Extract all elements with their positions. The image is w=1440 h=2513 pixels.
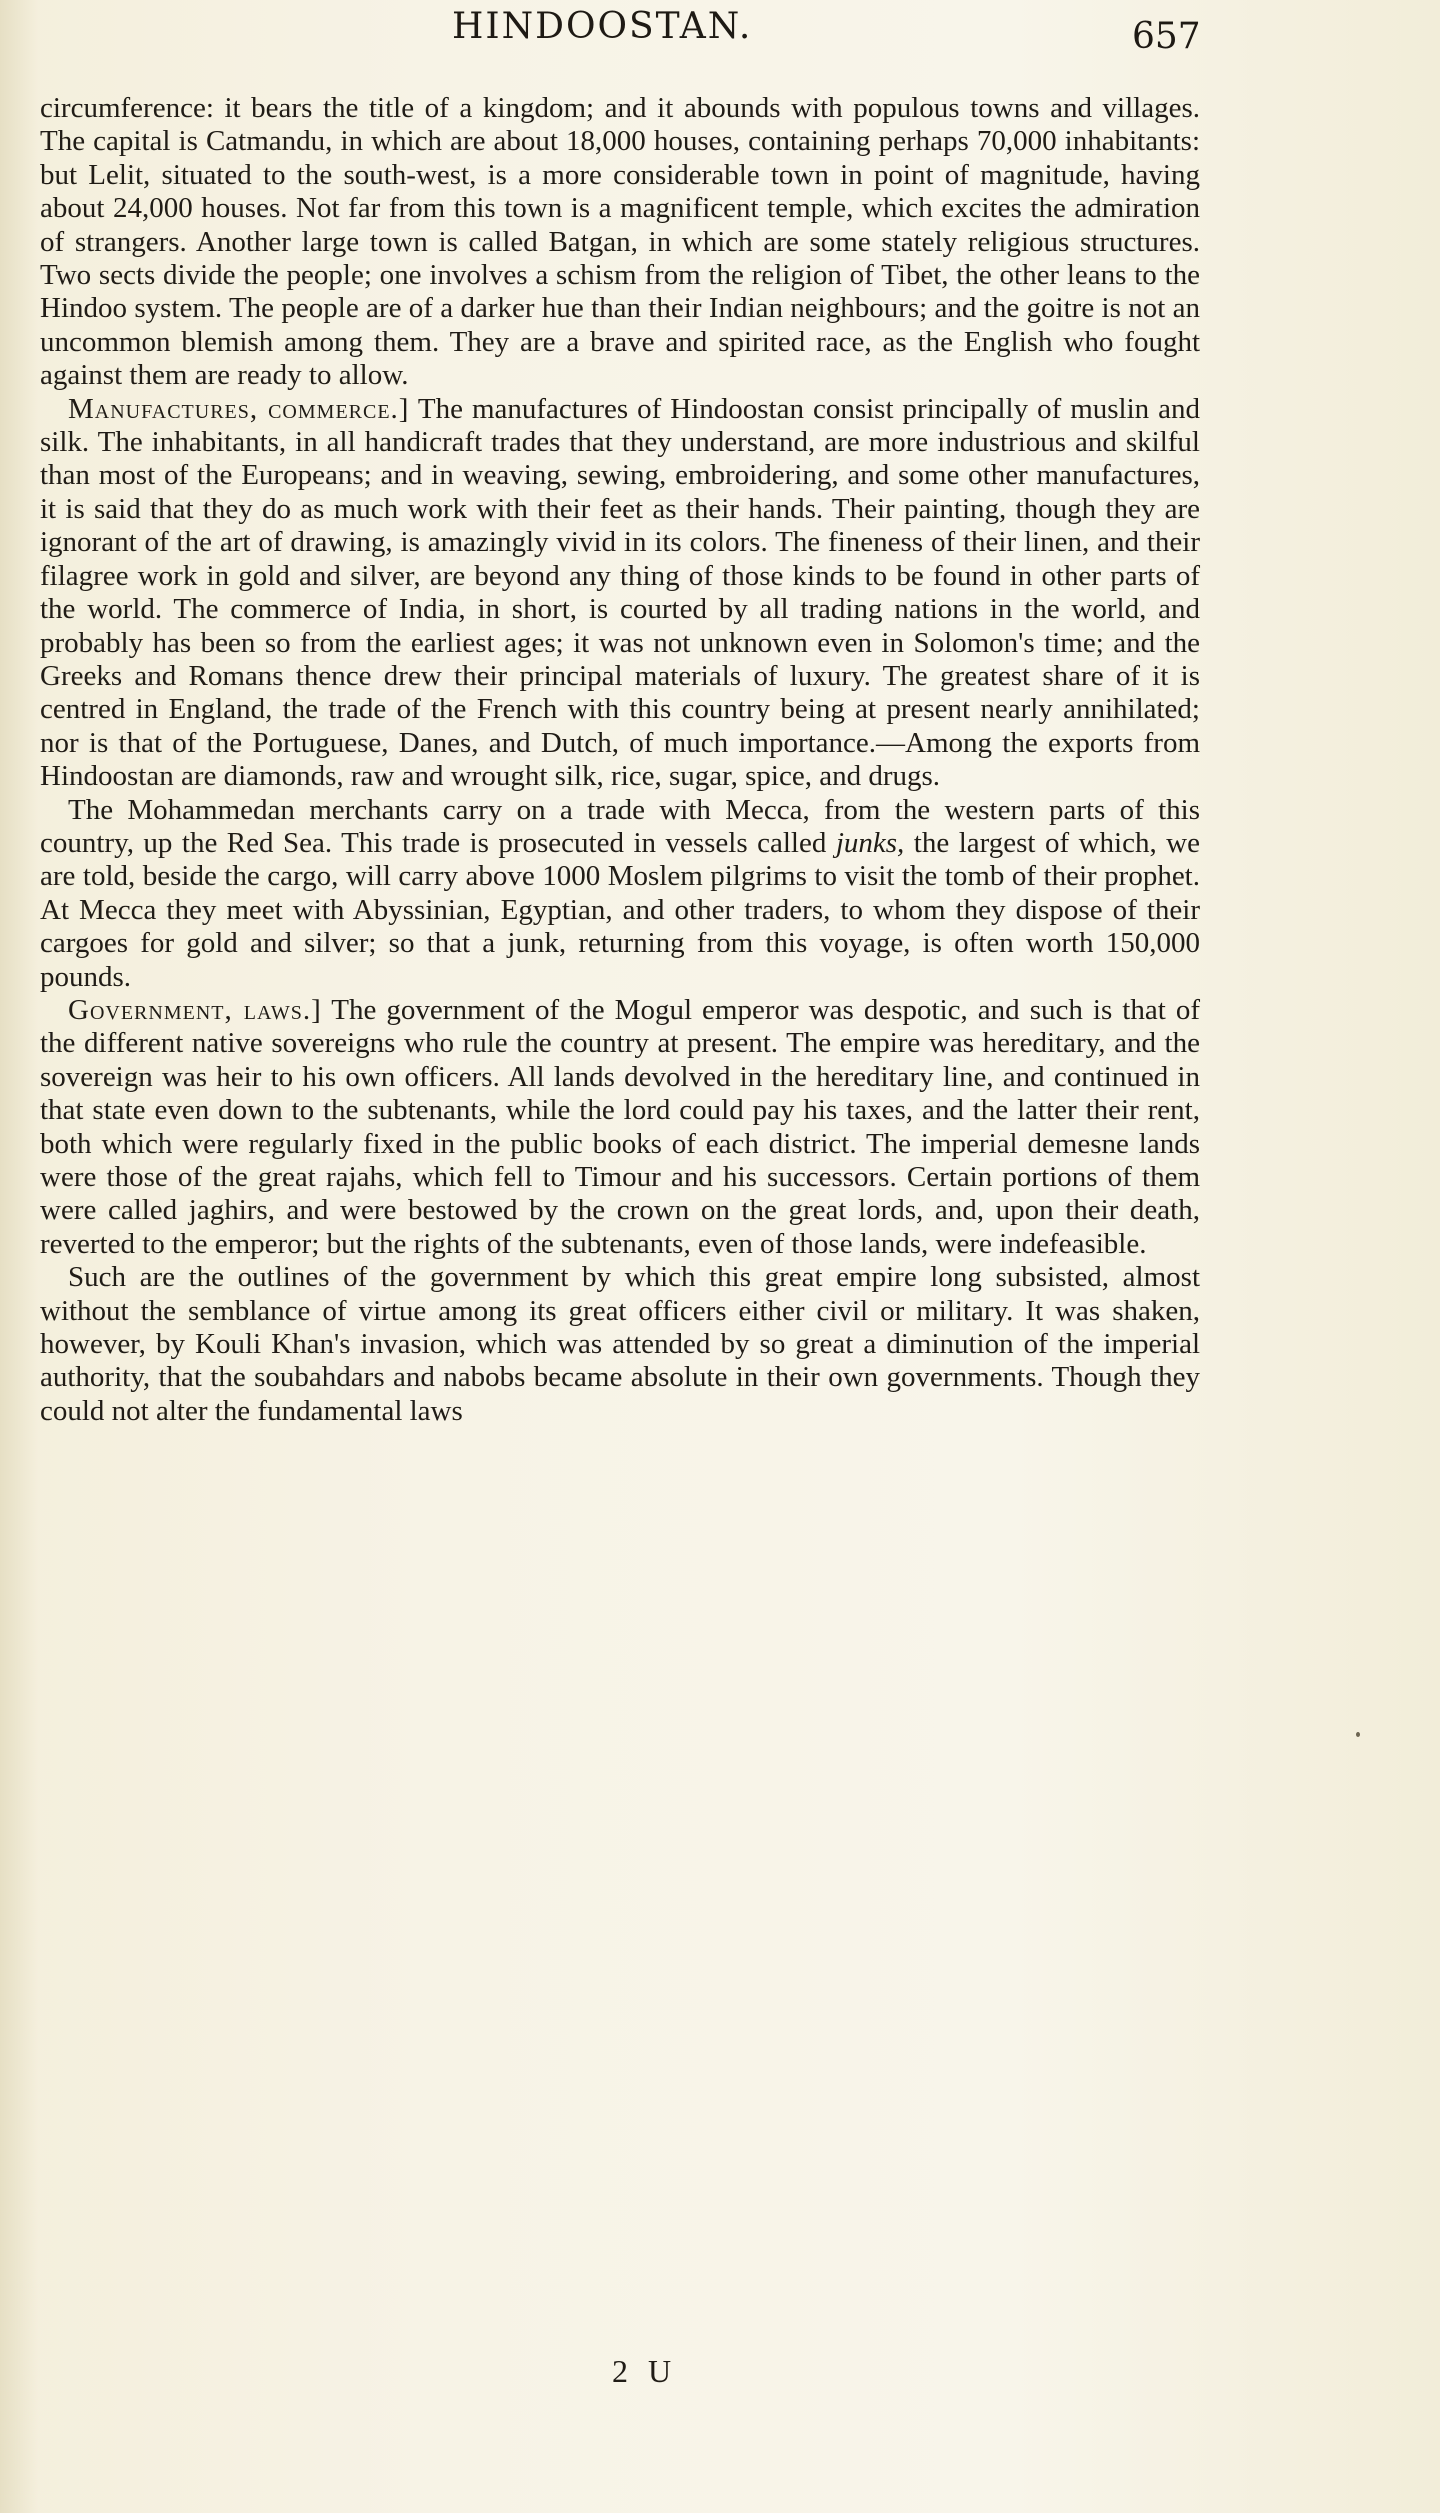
paragraph-text: The government of the Mogul emperor was despotic, and such is that of the different native sovereigns who rule the country at present. The empire was hereditary, and the sovereign was heir to his own officers. All lands devolved in the hereditary line, and continued in that state even down to the subtenants, while the lord could pay his taxes, and the latter their rent, both which were regularly fixed in the public books of each district. The imperial demesne lands were those of the great rajahs, which fell to Timour and his successors. Certain portions of them were called jaghirs, and were bestowed by the crown on the great lords, and, upon their death, reverted to the emperor; but the rights of the subtenants, even of those lands, were indefeasible. <box>40 993 1200 1260</box>
page-header <box>0 6 1440 70</box>
paragraph-nepal <box>40 92 1200 393</box>
section-heading-manufactures: Manufactures, commerce.] <box>68 392 410 425</box>
print-speck <box>1356 1732 1360 1737</box>
running-title: HINDOOSTAN. <box>452 6 753 47</box>
paragraph-text: circumference: it bears the title of a kingdom; and it abounds with populous towns and villages. The capital is Catmandu, in which are about 18,000 houses, containing perhaps 70,000 inhabitants: but Lelit, situated to the south-west, is a more considerable town in point of magnitude, having about 24,000 houses. Not far from this town is a magnificent temple, which excites the admiration of strangers. Another large town is called Batgan, in which are some stately religious structures. Two sects divide the people; one involves a schism from the religion of Tibet, the other leans to the Hindoo system. The people are of a darker hue than their Indian neighbours; and the goitre is not an uncommon blemish among them. They are a brave and spirited race, as the English who fought against them are ready to allow. <box>40 92 1200 392</box>
paragraph-mecca-trade <box>40 794 1200 994</box>
section-heading-government: Government, laws.] <box>68 993 322 1026</box>
paragraph-manufactures <box>40 393 1200 794</box>
page-number: 657 <box>1132 16 1201 57</box>
page-gutter-shadow <box>0 0 38 2513</box>
paragraph-outlines <box>40 1261 1200 1428</box>
paragraph-text: the largest of which, we are told, beside the cargo, will carry above 1000 Moslem pilgrims to visit the tomb of their prophet. At Mecca they meet with Abyssinian, Egyptian, and other traders, to whom they dispose of their cargoes for gold and silver; so that a junk, returning from this voyage, is often worth 150,000 pounds. <box>40 826 1200 993</box>
signature-mark: 2 U <box>612 2353 678 2389</box>
paragraph-text: Such are the outlines of the government by which this great empire long subsisted, almost without the semblance of virtue among its great officers either civil or military. It was shaken, however, by Kouli Khan's invasion, which was attended by so great a diminution of the imperial authority, that the soubahdars and nabobs became absolute in their own governments. Though they could not alter the fundamental laws <box>40 1261 1200 1427</box>
paragraph-government <box>40 994 1200 1261</box>
italic-term-junks: junks, <box>835 826 905 859</box>
paragraph-text: The manufactures of Hindoostan consist principally of muslin and silk. The inhabitants, in all handicraft trades that they understand, are more industrious and skilful than most of the Europeans; and in weaving, sewing, embroidering, and some other manufactures, it is said that they do as much work with their feet as their hands. Their painting, though they are ignorant of the art of drawing, is amazingly vivid in its colors. The fineness of their linen, and their filagree work in gold and silver, are beyond any thing of those kinds to be found in other parts of the world. The commerce of India, in short, is courted by all trading nations in the world, and probably has been so from the earliest ages; it was not unknown even in Solomon's time; and the Greeks and Romans thence drew their principal materials of luxury. The greatest share of it is centred in England, the trade of the French with this country being at present nearly annihilated; nor is that of the Portuguese, Danes, and Dutch, of much importance.—Among the exports from Hindoostan are diamonds, raw and wrought silk, rice, sugar, spice, and drugs. <box>40 392 1200 793</box>
body-text <box>40 92 1200 1428</box>
paragraph-text: The Mohammedan merchants carry on a trade with Mecca, from the western parts of this country, up the Red Sea. This trade is prosecuted in vessels called <box>40 793 1200 859</box>
